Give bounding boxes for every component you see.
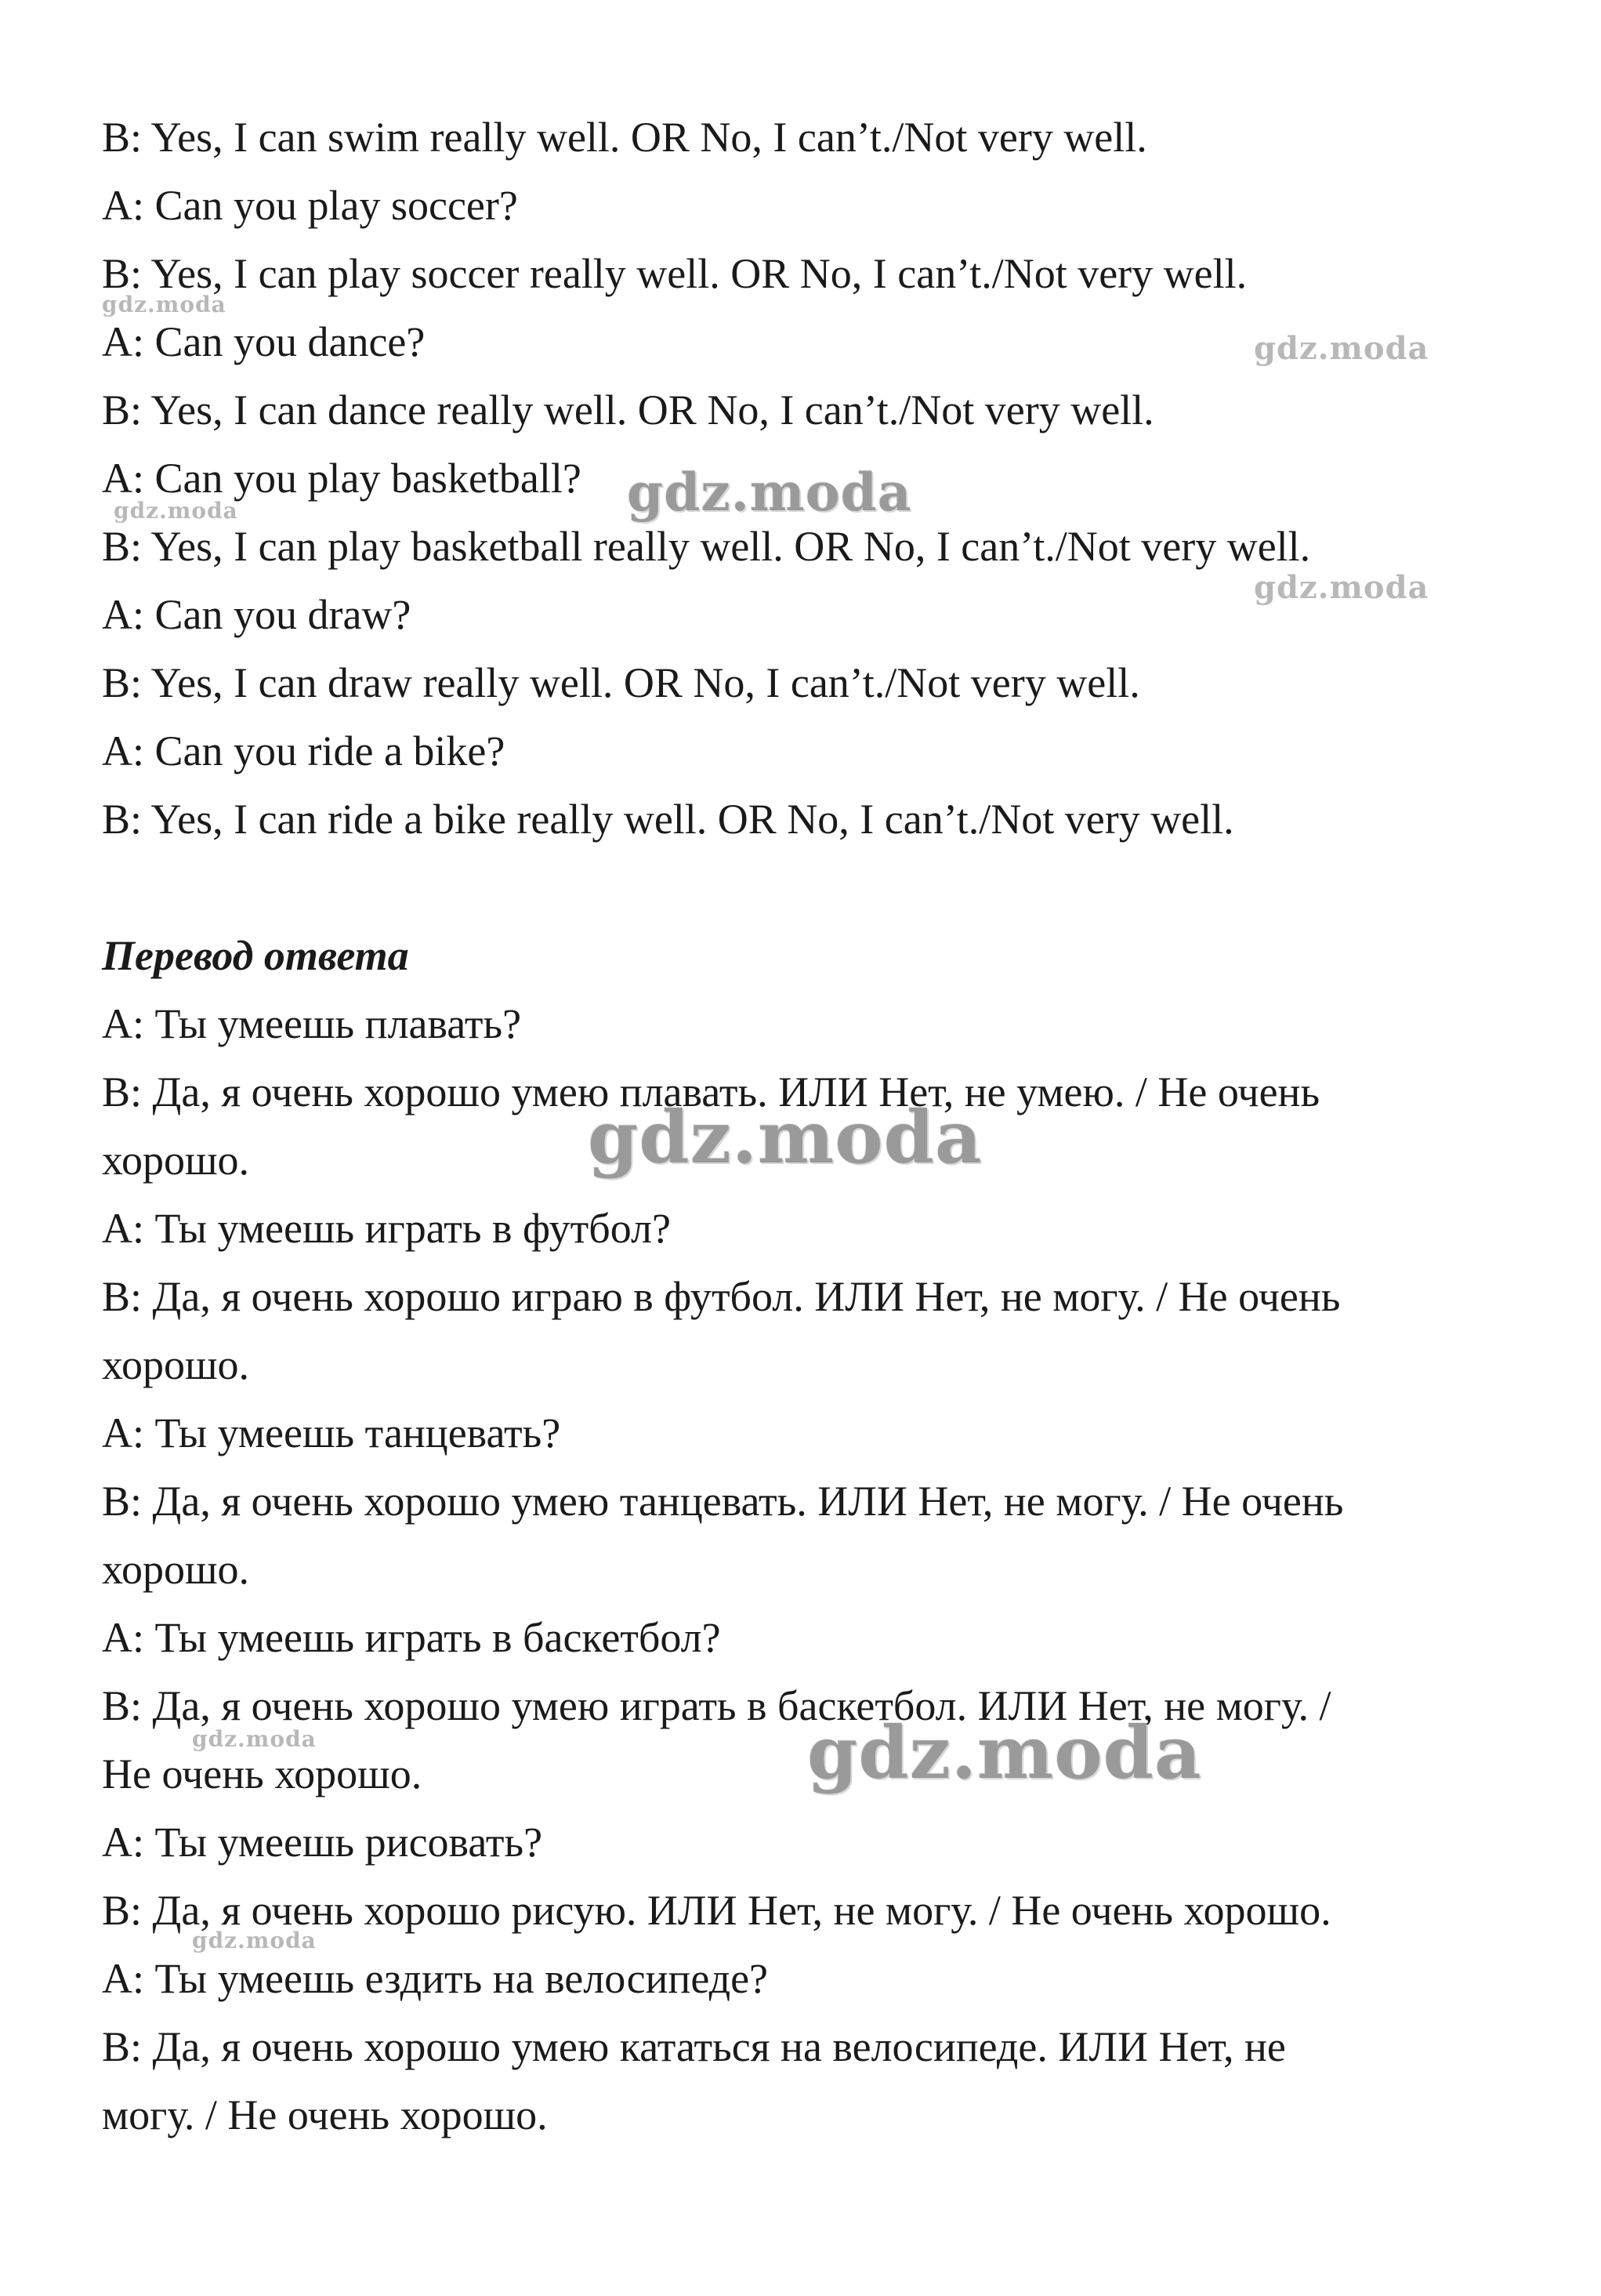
dialogue-line: A: Can you ride a bike? bbox=[102, 727, 505, 774]
translation-line: Не очень хорошо. bbox=[102, 1750, 422, 1797]
translation-line: B: Да, я очень хорошо умею играть в баскетбол. ИЛИ Нет, не могу. / bbox=[102, 1682, 1331, 1729]
translation-line: A: Ты умеешь играть в баскетбол? bbox=[102, 1614, 721, 1661]
dialogue-line: A: Can you play soccer? bbox=[102, 182, 518, 229]
translation-line: хорошо. bbox=[102, 1341, 250, 1388]
translation-line: хорошо. bbox=[102, 1546, 250, 1593]
watermark: gdz.moda bbox=[1254, 569, 1429, 606]
watermark: gdz.moda bbox=[627, 462, 912, 523]
translation-line: B: Да, я очень хорошо рисую. ИЛИ Нет, не могу. / Не очень хорошо. bbox=[102, 1887, 1331, 1934]
dialogue-line: B: Yes, I can ride a bike really well. OR No, I can’t./Not very well. bbox=[102, 796, 1234, 843]
watermark: gdz.moda bbox=[588, 1095, 983, 1180]
dialogue-line: A: Can you dance? bbox=[102, 318, 426, 365]
translation-line: B: Да, я очень хорошо умею кататься на велосипеде. ИЛИ Нет, не bbox=[102, 2023, 1286, 2070]
watermark: gdz.moda bbox=[807, 1710, 1202, 1795]
dialogue-line: B: Yes, I can play soccer really well. OR No, I can’t./Not very well. bbox=[102, 250, 1248, 297]
watermark: gdz.moda bbox=[102, 292, 226, 317]
translation-line: A: Ты умеешь играть в футбол? bbox=[102, 1205, 671, 1252]
watermark: gdz.moda bbox=[192, 1726, 317, 1752]
dialogue-line: B: Yes, I can dance really well. OR No, I can’t./Not very well. bbox=[102, 386, 1154, 433]
dialogue-line: A: Can you draw? bbox=[102, 591, 411, 638]
dialogue-line: A: Can you play basketball? bbox=[102, 455, 581, 502]
translation-line: могу. / Не очень хорошо. bbox=[102, 2091, 548, 2138]
translation-line: B: Да, я очень хорошо умею танцевать. ИЛИ Нет, не могу. / Не очень bbox=[102, 1478, 1344, 1525]
translation-line: A: Ты умеешь ездить на велосипеде? bbox=[102, 1955, 768, 2002]
watermark: gdz.moda bbox=[1254, 330, 1429, 367]
watermark: gdz.moda bbox=[192, 1928, 317, 1953]
translation-line: хорошо. bbox=[102, 1137, 250, 1184]
translation-line: B: Да, я очень хорошо играю в футбол. ИЛИ Нет, не могу. / Не очень bbox=[102, 1273, 1341, 1320]
translation-heading: Перевод ответа bbox=[102, 932, 409, 979]
watermark: gdz.moda bbox=[114, 498, 238, 524]
translation-line: B: Да, я очень хорошо умею плавать. ИЛИ Нет, не умею. / Не очень bbox=[102, 1068, 1320, 1115]
dialogue-line: B: Yes, I can draw really well. OR No, I can’t./Not very well. bbox=[102, 659, 1140, 706]
translation-line: A: Ты умеешь танцевать? bbox=[102, 1409, 561, 1456]
dialogue-line: B: Yes, I can swim really well. OR No, I can’t./Not very well. bbox=[102, 114, 1147, 161]
dialogue-line: B: Yes, I can play basketball really well. OR No, I can’t./Not very well. bbox=[102, 523, 1311, 570]
translation-line: A: Ты умеешь рисовать? bbox=[102, 1819, 543, 1866]
translation-line: A: Ты умеешь плавать? bbox=[102, 1000, 522, 1047]
